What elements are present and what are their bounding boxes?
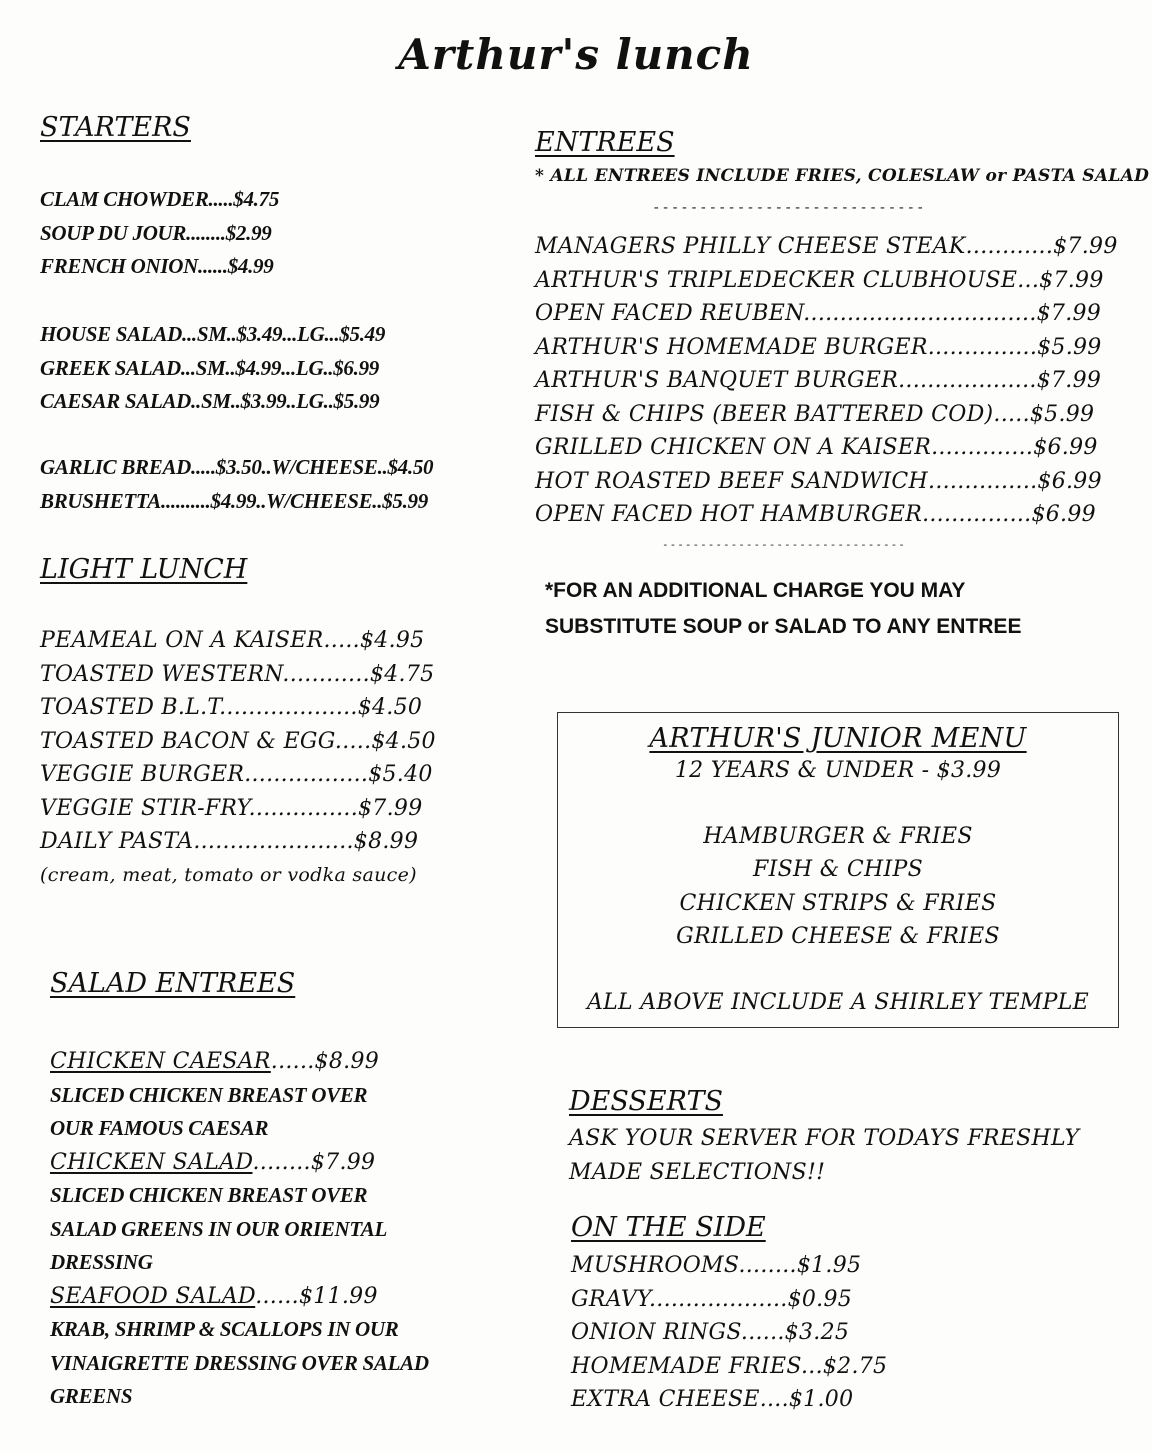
salad-entrees-list [50, 1045, 429, 1414]
menu-title: Arthur's lunch [398, 30, 754, 79]
entrees-list [535, 230, 1118, 532]
salad-entrees-heading: SALAD ENTREES [50, 968, 296, 999]
light-lunch-item: DAILY PASTA......................$8.99 [40, 829, 419, 854]
pasta-sauce-note: (cream, meat, tomato or vodka sauce) [40, 864, 417, 886]
junior-menu-subtitle: 12 YEARS & UNDER - $3.99 [674, 758, 1002, 783]
junior-menu-item: GRILLED CHEESE & FRIES [676, 924, 1000, 949]
on-the-side-heading: ON THE SIDE [571, 1212, 766, 1243]
starters-group-2 [40, 318, 385, 419]
starter-item: HOUSE SALAD...SM..$3.49...LG...$5.49 [40, 322, 386, 346]
entrees-divider-top: ----------------------------- [652, 200, 926, 216]
light-lunch-item: PEAMEAL ON A KAISER.....$4.95 [40, 628, 425, 653]
desserts-line: MADE SELECTIONS!! [569, 1159, 826, 1185]
junior-menu-item: HAMBURGER & FRIES [703, 823, 973, 849]
salad-entree-name: CHICKEN CAESAR [50, 1049, 271, 1074]
light-lunch-heading: LIGHT LUNCH [40, 554, 248, 585]
light-lunch-list [40, 624, 436, 859]
light-lunch-item: TOASTED BACON & EGG.....$4.50 [40, 728, 436, 754]
starter-item: FRENCH ONION......$4.99 [40, 254, 274, 278]
salad-entree-desc: SALAD GREENS IN OUR ORIENTAL [50, 1216, 388, 1241]
salad-entree-title [50, 1045, 429, 1079]
entree-item: GRILLED CHICKEN ON A KAISER..............$6.99 [535, 435, 1098, 460]
entree-item: MANAGERS PHILLY CHEESE STEAK............$7.99 [535, 234, 1118, 259]
salad-entree-desc: DRESSING [50, 1250, 153, 1274]
salad-entree-price: ......$8.99 [270, 1049, 380, 1074]
entree-item: HOT ROASTED BEEF SANDWICH...............$6.99 [535, 468, 1102, 494]
junior-menu-item: CHICKEN STRIPS & FRIES [679, 890, 997, 916]
entrees-divider-bottom: -------------------------------- [662, 538, 906, 551]
side-item: GRAVY...................$0.95 [571, 1286, 853, 1312]
salad-entree-title [50, 1280, 429, 1314]
light-lunch-item: TOASTED B.L.T...................$4.50 [40, 695, 423, 720]
entree-item: ARTHUR'S TRIPLEDECKER CLUBHOUSE...$7.99 [535, 267, 1104, 293]
desserts-text [569, 1122, 1079, 1189]
starter-item: CLAM CHOWDER.....$4.75 [40, 187, 280, 211]
salad-entree-desc: SLICED CHICKEN BREAST OVER [50, 1082, 368, 1107]
substitute-line-2: SUBSTITUTE SOUP or SALAD TO ANY ENTREE [545, 615, 1022, 638]
junior-menu-heading: ARTHUR'S JUNIOR MENU [649, 723, 1027, 754]
side-item: ONION RINGS......$3.25 [571, 1320, 850, 1345]
salad-entree-desc: OUR FAMOUS CAESAR [50, 1116, 269, 1140]
starter-item: SOUP DU JOUR........$2.99 [40, 220, 272, 245]
entree-item: FISH & CHIPS (BEER BATTERED COD).....$5.99 [535, 401, 1095, 427]
on-the-side-list [571, 1249, 887, 1417]
entrees-includes-note: * ALL ENTREES INCLUDE FRIES, COLESLAW or PASTA SALAD [535, 166, 1150, 186]
junior-menu-footer: ALL ABOVE INCLUDE A SHIRLEY TEMPLE [586, 989, 1090, 1015]
entree-item: OPEN FACED REUBEN................................$7.99 [535, 301, 1102, 326]
starters-heading: STARTERS [40, 112, 191, 143]
starter-item: BRUSHETTA..........$4.99..W/CHEESE..$5.99 [40, 488, 428, 513]
salad-entree-name: SEAFOOD SALAD [50, 1283, 256, 1309]
junior-menu-item: FISH & CHIPS [753, 857, 923, 882]
light-lunch-item: VEGGIE STIR-FRY...............$7.99 [40, 795, 423, 821]
starter-item: GREEK SALAD...SM..$4.99...LG..$6.99 [40, 355, 379, 380]
salad-entree-price: ......$11.99 [255, 1283, 378, 1309]
salad-entree-name: CHICKEN SALAD [50, 1149, 253, 1175]
light-lunch-item: TOASTED WESTERN............$4.75 [40, 661, 435, 687]
starters-group-3 [40, 451, 433, 518]
light-lunch-item: VEGGIE BURGER.................$5.40 [40, 762, 433, 787]
salad-entree-desc: SLICED CHICKEN BREAST OVER [50, 1183, 368, 1207]
side-item: HOMEMADE FRIES...$2.75 [571, 1353, 888, 1379]
salad-entree-title [50, 1146, 429, 1180]
salad-entree-desc: KRAB, SHRIMP & SCALLOPS IN OUR [50, 1317, 399, 1341]
starters-group-1 [40, 183, 279, 284]
starter-item: GARLIC BREAD.....$3.50..W/CHEESE..$4.50 [40, 455, 434, 479]
salad-entree-desc: VINAIGRETTE DRESSING OVER SALAD [50, 1350, 429, 1375]
entree-item: ARTHUR'S BANQUET BURGER...................$7.99 [535, 368, 1102, 393]
salad-entree-price: ........$7.99 [252, 1149, 376, 1175]
entree-item: ARTHUR'S HOMEMADE BURGER...............$5.99 [535, 334, 1102, 360]
side-item: MUSHROOMS........$1.95 [571, 1253, 862, 1278]
starter-item: CAESAR SALAD..SM..$3.99..LG..$5.99 [40, 389, 380, 413]
entrees-heading: ENTREES [535, 127, 675, 158]
entree-item: OPEN FACED HOT HAMBURGER...............$6.99 [535, 502, 1096, 527]
salad-entree-desc: GREENS [50, 1384, 133, 1408]
desserts-heading: DESSERTS [569, 1086, 723, 1117]
substitute-line-1: *FOR AN ADDITIONAL CHARGE YOU MAY [545, 579, 966, 602]
desserts-line: ASK YOUR SERVER FOR TODAYS FRESHLY [569, 1126, 1080, 1151]
junior-menu-box [557, 712, 1119, 1028]
side-item: EXTRA CHEESE....$1.00 [571, 1387, 854, 1412]
